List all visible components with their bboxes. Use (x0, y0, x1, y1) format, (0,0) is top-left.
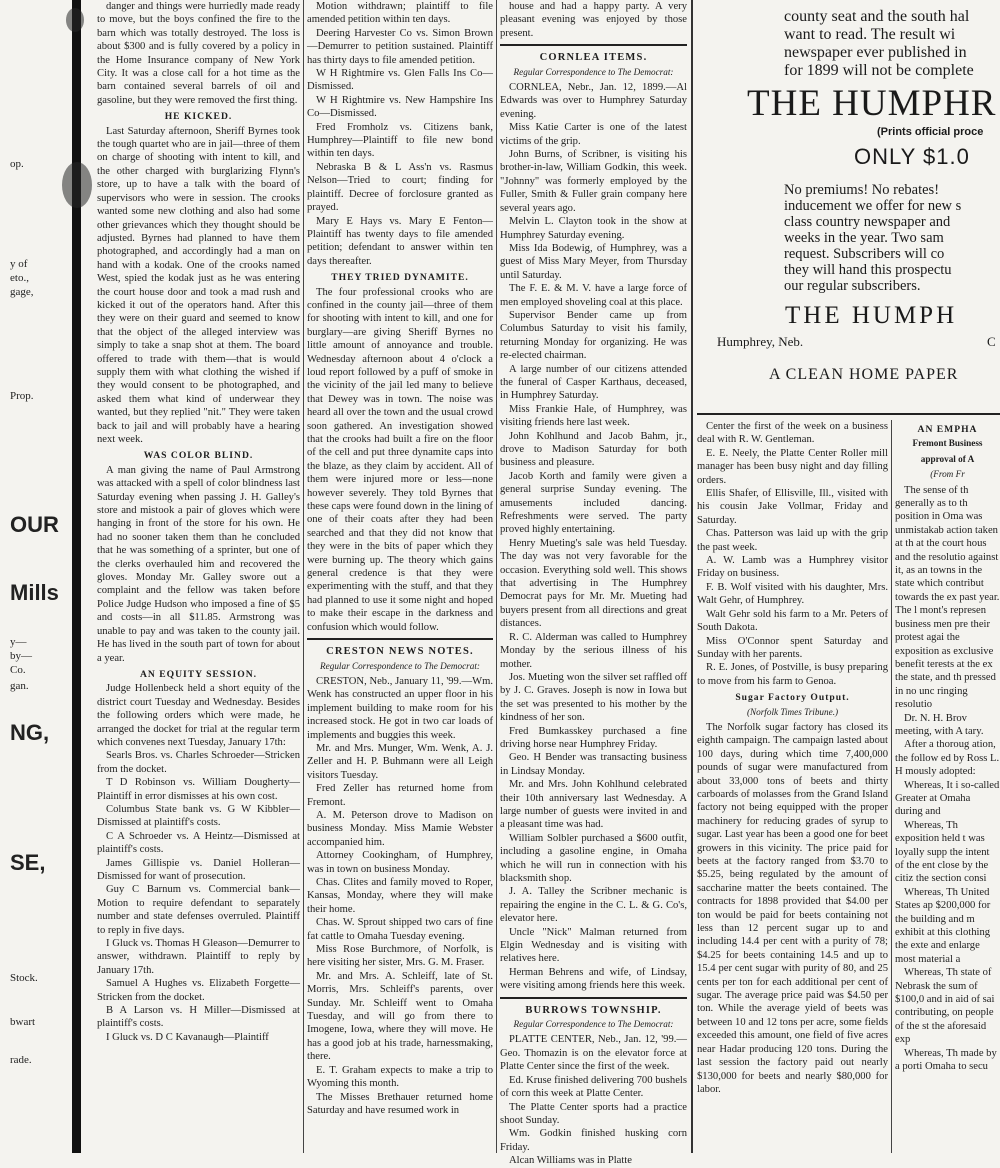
source-credit: (From Fr (930, 469, 965, 480)
headline-color-blind: WAS COLOR BLIND. (143, 450, 254, 462)
article-tried-dynamite: The four professional crooks who are confined in the county jail—three of them for shooting with intent to kill, and one for burglary—are giving Sheriff Byrnes no little amount of annoyance and trouble. Wednesday afternoon about 4 o'clock a loud report followed by a puff of smoke in the vicinity of the jail led many to believe that Dewey was in town. The noise was heard all over the town and the usual crowd soon gathered. An investigation showed that the crooks had built a fire on the floor of the cell and put three dynamite caps into the blaze, as they claim by accident. All of them were injured more or less—none however severely. They told Byrnes that these caps were found down in the lining of one of their coats after they had been searched and that they did not know that they were in the bits of paper which they were burning up. The theory which gains general credence is that they were experimenting with the stuff, and that they had planned to use it some night and hoped to make their escape in the darkness and confusion which would follow. (307, 286, 493, 633)
source-credit: (Norfolk Times Tribune.) (746, 706, 839, 717)
news-item: William Solbler purchased a $600 outfit, including a gasoline engine, in Omaha which he will run in connection with his blacksmith shop. (500, 832, 687, 884)
subhead: approval of A (920, 453, 975, 464)
news-item: The Platte Center sports had a practice shoot Sunday. (500, 1101, 687, 1126)
docket-item: Mary E Hays vs. Mary E Fenton—Plaintiff has twenty days to file amended petition; defendant to answer within ten days thereafter. (307, 215, 493, 267)
news-item: Attorney Cookingham, of Humphrey, was in town on business Monday. (307, 850, 493, 875)
news-item: Ellis Shafer, of Ellisville, Ill., visited with his cousin Jake Vollmar, Friday and Saturday. (697, 488, 888, 526)
news-item: Miss Rose Burchmore, of Norfolk, is here visiting her sister, Mrs. G. M. Fraser. (307, 944, 493, 969)
news-item: CORNLEA, Nebr., Jan. 12, 1899.—Al Edwards was over to Humphrey Saturday evening. (500, 82, 687, 120)
docket-item: Nebraska B & L Ass'n vs. Rasmus Nelson—Tried to court; finding for plaintiff. Decree of forclosure granted as prayed. (307, 161, 493, 214)
news-item: Supervisor Bender came up from Columbus Saturday to visit his family, returning Monday for organizing. He was re-elected chairman. (500, 309, 687, 362)
news-item: R. C. Alderman was called to Humphrey Monday by the serious illness of his mother. (500, 631, 687, 670)
news-item: house and had a happy party. A very pleasant evening was enjoyed by those present. (500, 1, 687, 39)
edge-fragment: Mills (10, 580, 59, 605)
news-item: Mr. and Mrs. Munger, Wm. Wenk, A. J. Zeller and H. P. Buhmann were all Leigh visitors Tuesday. (307, 742, 493, 781)
ad-bottom-rule (697, 413, 1000, 415)
column-divider (496, 0, 497, 1153)
section-rule (500, 44, 687, 46)
docket-item: Searls Bros. vs. Charles Schroeder—Stricken from the docket. (97, 750, 300, 775)
news-item: Miss O'Connor spent Saturday and Sunday with her parents. (697, 635, 888, 660)
headline-sugar-factory: Sugar Factory Output. (735, 692, 850, 704)
news-item: John Burns, of Scribner, is visiting his brother-in-law, William Godkin, this week. "Johnny" was formerly employed by the Fuller, Smith & Fuller grain company here several years ago. (500, 149, 687, 214)
ad-text-line: for 1899 will not be complete (784, 62, 974, 79)
edge-fragment: by— (10, 650, 32, 662)
docket-item: Guy C Barnum vs. Commercial bank—Motion to require defendant to separately number and state defenses overruled. Plaintiff to reply in five days. (97, 884, 300, 936)
news-item: PLATTE CENTER, Neb., Jan. 12, '99.—Geo. Thomazin is on the elevator force at Platte Center since the first of the week. (500, 1034, 687, 1073)
ad-text-line: our regular subscribers. (784, 278, 921, 294)
docket-item: Fred Fromholz vs. Citizens bank, Humphrey—Plaintiff to file new bond within ten days. (307, 121, 493, 160)
edge-fragment: gage, (10, 286, 34, 298)
docket-item: Columbus State bank vs. G W Kibbler—Dismissed at plaintiff's costs. (97, 803, 300, 829)
headline-creston-news: CRESTON NEWS NOTES. (326, 646, 474, 658)
edge-fragment: Stock. (10, 972, 38, 984)
ad-prints-official: (Prints official proce (877, 126, 984, 138)
resolution-item: Whereas, Th exposition held t was loyally supp the intent of the ent close by the citiz the section consi (895, 819, 990, 885)
news-item: Mr. and Mrs. A. Schleiff, late of St. Morris, Mrs. Schleiff's parents, over Sunday. Mr. Schleiff went to Omaha Tuesday, and will go from there to Imogene, Iowa, where they will move. He has a good job at his trade, harnessmaking, there. (307, 970, 493, 1063)
news-item: Ed. Kruse finished delivering 700 bushels of corn this week at Platte Center. (500, 1074, 687, 1100)
news-item: Walt Gehr sold his farm to a Mr. Peters of South Dakota. (697, 608, 888, 634)
news-item: Chas. Clites and family moved to Roper, Kansas, Monday, where they will make their home. (307, 877, 493, 915)
column-divider (303, 0, 304, 1153)
resolution-item: Whereas, Th state of Nebrask the sum of $100,0 and in aid of sai contributing, on people of the st the aforesaid exp (895, 967, 995, 1046)
docket-item: James Gillispie vs. Daniel Holleran—Dismissed for want of prosecution. (97, 857, 300, 882)
ad-text-line: they will hand this prospectu (784, 262, 952, 278)
news-item: The F. E. & M. V. have a large force of men employed shoveling coal at this place. (500, 283, 687, 308)
subscription-advertisement (697, 0, 1000, 413)
news-item: A. M. Peterson drove to Madison on business Monday. Miss Mamie Webster accompanied him. (307, 809, 493, 848)
edge-fragment: op. (10, 158, 24, 170)
edge-fragment: gan. (10, 680, 29, 692)
news-item: E. T. Graham expects to make a trip to Wyoming this month. (307, 1064, 493, 1090)
news-item: Miss Katie Carter is one of the latest victims of the grip. (500, 122, 687, 147)
article-color-blind: A man giving the name of Paul Armstrong was attacked with a spell of color blindness last Saturday evening when passing J. H. Galley's store and mistook a pair of gloves which were hanging in front of the store for his own. He had no sooner taken them than he concluded that he was something of a sprinter, but one of the clerks overhauled him and recovered the gloves. Monday Mr. Galley swore out a complaint and the fellow was taken before Police Judge Hudson who imposed a fine of $5 and costs—in all $11.85. Armstrong was unable to pay and was taken to the county jail. He has lived in the south part of town for about a year. (97, 464, 300, 664)
article-sugar-factory: The Norfolk sugar factory has closed its eighth campaign. The campaign lasted about 100 days, during which time 7,400,000 pounds of sugar were manufactured from about 33,000 tons of beets and thirty carboards of molasses from the Grand Island factory not being equipped with the proper machinery for reducing grades of syrup to sugar. Last year has been a good one for beet growers in this vicinity. The price paid for beets at the factory ranged from $3.70 to $5.25, being regulated by the amount of saccharine matter the beets contained. The contracts for 1898 provided that $4.00 per ton would be paid for beets containing not less than 12 percent sugar up to and including 14.4 per cent with a purity of 78; $4.25 for beets containing 14.5 and up to 15.4 per cent sugar with purity of 80, and 25 cents per ton for each additional per cent of sugar. The average price paid was $4.50 per ton. While the average yield of beets was between 10 and 12 tons per acre, some fields exceeded this amount, one field of five acres near Hadar producing 120 tons. During the last session the factory paid out nearly $130,000 for beets and nearly $80,000 for labor. (697, 721, 888, 1095)
article-he-kicked: Last Saturday afternoon, Sheriff Byrnes took the tough quartet who are in jail—three of them on charge of shooting with intent to kill, and the other charged with burglarizing Flynn's store, up to have a talk with the board of supervisors who were in session. The crooks wanted some new clothing and also had some other grievances which they thought should be adjusted. Byrnes had planned to have them photographed, and accordingly had a man on hand with a kodak. One of the crooks named West, spied the kodak just as he was entering the court house door and took a mad rush and kicked it out of the operators hand. After this they were on their guard and seemed to know that the object of the alleged interview was simply to take a snap shot at them. The board offered to trade with them—that is would supply them with what clothing the wished if they would consent to be photographed, and asked them what kind of underwear they wanted, but they replied "nit." They were taken back to jail and will probably have a hearing next week. (97, 125, 300, 445)
news-item: E. E. Neely, the Platte Center Roller mill manager has been busy night and day filling orders. (697, 447, 888, 486)
news-item: R. E. Jones, of Postville, is busy preparing to move from his farm to Genoa. (697, 662, 888, 687)
news-item: Henry Mueting's sale was held Tuesday. The day was not very favorable for the occasion. Everything sold well. This shows that advertising in The Humphrey Democrat pays for Mr. Mr. Mueting had buyers present from all directions and great distances. (500, 537, 687, 630)
column-divider (891, 420, 892, 1153)
news-item: Geo. H Bender was transacting business in Lindsay Monday. (500, 752, 687, 777)
news-item: Wm. Godkin finished husking corn Friday. (500, 1128, 687, 1153)
column-3 (500, 0, 687, 1167)
headline-burrows-township: BURROWS TOWNSHIP. (525, 1004, 662, 1016)
subhead: Fremont Business (912, 438, 983, 449)
docket-item: I Gluck vs. D C Kavanaugh—Plaintiff (106, 1031, 269, 1043)
news-item: J. A. Talley the Scribner mechanic is repairing the engine in the C. L. & G. Co's, elevator here. (500, 886, 687, 925)
resolution-item: Whereas, It i so-called Greater at Omaha during and (895, 779, 1000, 818)
ad-slogan: A CLEAN HOME PAPER (769, 366, 959, 383)
ad-text-line: request. Subscribers will co (784, 246, 945, 262)
docket-item: Samuel A Hughes vs. Elizabeth Forgette—Stricken from the docket. (97, 978, 300, 1003)
column-2 (307, 0, 493, 1153)
correspondence-credit: Regular Correspondence to The Democrat: (513, 1019, 674, 1030)
edge-fragment: y of (10, 258, 28, 270)
news-item: Mr. and Mrs. John Kohlhund celebrated their 10th anniversary last Wednesday. A large number of guests were invited in and a pleasant time was had. (500, 779, 687, 831)
article-equity-intro: Judge Hollenbeck held a short equity of the district court Tuesday and Wednesday. Besides the following orders which were made, he arranged the docket for trial at the regular term which convenes next Tuesday, January 17th: (97, 683, 300, 748)
news-item: Melvin L. Clayton took in the show at Humphrey Saturday evening. (500, 216, 687, 241)
news-item: A. W. Lamb was a Humphrey visitor Friday on business. (697, 555, 888, 580)
edge-fragment: bwart (10, 1016, 36, 1028)
news-item: Alcan Williams was in Platte (509, 1155, 632, 1167)
news-item: CRESTON, Neb., January 11, '99.—Wm. Wenk has constructed an upper floor in his implement building to make room for his increased stock. He got in two car loads of implements and buggies this week. (307, 675, 493, 741)
docket-item: T D Robinson vs. William Dougherty—Plaintiff in error dismisses at his own cost. (97, 777, 300, 802)
headline-he-kicked: HE KICKED. (164, 111, 233, 123)
headline-an-emphatic: AN EMPHA (917, 424, 978, 435)
edge-fragment: SE, (10, 850, 46, 875)
edge-fragment: NG, (10, 720, 50, 745)
ad-town-tail: C (987, 334, 996, 349)
docket-item: B A Larson vs. H Miller—Dismissed at plaintiff's costs. (97, 1005, 300, 1030)
news-item: Herman Behrens and wife, of Lindsay, were visiting among friends here this week. (500, 966, 687, 992)
news-item: Fred Bumkasskey purchased a fine driving horse near Humphrey Friday. (500, 725, 687, 750)
edge-fragment: eto., (10, 272, 29, 284)
article-fire-end: danger and things were hurriedly made ready to move, but the boys confined the fire to the barn which was totally destroyed. The loss is about $300 and is fully covered by a policy in the Home Insurance company of New York City. It was a close call for a hot time as the barn contained several barrels of oil and gasoline, but they were removed the first thing. (97, 1, 300, 106)
docket-item: C A Schroeder vs. A Heintz—Dismissed at plaintiff's costs. (97, 830, 300, 856)
news-item: Uncle "Nick" Malman returned from Elgin Wednesday and is visiting with relatives here. (500, 926, 687, 965)
ad-newspaper-name: THE HUMPHR (747, 83, 997, 124)
docket-item: Motion withdrawn; plaintiff to file amended petition within ten days. (307, 1, 493, 26)
docket-item: W H Rightmire vs. Glen Falls Ins Co—Dismissed. (307, 68, 493, 93)
article-exposition: After a thoroug ation, the follow ed by Ross L. H mously adopted: (895, 739, 1000, 778)
headline-tried-dynamite: THEY TRIED DYNAMITE. (331, 272, 469, 284)
news-item: Chas. W. Sprout shipped two cars of fine fat cattle to Omaha Tuesday evening. (307, 917, 493, 942)
news-item: The Misses Brethauer returned home Saturday and have resumed work in (307, 1091, 493, 1116)
edge-fragment: rade. (10, 1054, 32, 1066)
section-rule (307, 638, 493, 640)
news-item: John Kohlhund and Jacob Bahm, jr., drove to Madison Saturday for both business and pleasure. (500, 430, 687, 469)
docket-item: Deering Harvester Co vs. Simon Brown—Demurrer to petition sustained. Plaintiff has thirty days to file amended petition. (307, 27, 493, 66)
section-rule (500, 997, 687, 999)
ad-text-line: inducement we offer for new s (784, 198, 962, 214)
article-exposition: Dr. N. H. Brov meeting, with A tary. (895, 712, 984, 737)
headline-equity-session: AN EQUITY SESSION. (139, 668, 258, 680)
news-item: A large number of our citizens attended the funeral of Casper Karthaus, deceased, in Humphrey Saturday. (500, 363, 687, 402)
ad-text-line: No premiums! No rebates! (784, 182, 940, 198)
edge-fragment: OUR (10, 512, 59, 537)
resolution-item: Whereas, Th United States ap $200,000 for the building and m exhibit at this clothing the exte and enlarge most material a (895, 886, 991, 965)
ad-text-line: class country newspaper and (784, 214, 951, 230)
ad-newspaper-name-small: THE HUMPH (785, 302, 958, 329)
article-exposition: The sense of th generally as to th position in Oma was unmistakab action taken at th at the court hous and the resolutio against it, as an towns in the state which contribut towards the ex past year. The l mont's represen business men pre their protest agai the exposition as exclusive benefit terests at the ex the state, and th pressed in no unc ringing resolutio (895, 484, 1000, 711)
news-item: F. B. Wolf visited with his daughter, Mrs. Walt Gehr, of Humphrey. (697, 581, 888, 607)
column-divider (691, 0, 693, 1153)
ad-town: Humphrey, Neb. (717, 334, 804, 349)
column-1 (97, 0, 300, 1153)
news-item: Jacob Korth and family were given a general surprise Sunday evening. The amusements included dancing. Refreshments were served. The party proved highly entertaining. (500, 470, 687, 536)
docket-item: I Gluck vs. Thomas H Gleason—Demurrer to answer, withdrawn. Plaintiff to reply by January 17th. (97, 938, 300, 976)
docket-item: W H Rightmire vs. New Hampshire Ins Co—Dismissed. (307, 94, 493, 120)
ink-blot (62, 162, 92, 208)
news-item: Miss Ida Bodewig, of Humphrey, was a guest of Miss Mary Meyer, from Thursday until Saturday. (500, 242, 687, 281)
ad-text-line: newspaper ever published in (784, 44, 967, 61)
ad-text-line: want to read. The result wi (784, 26, 956, 43)
correspondence-credit: Regular Correspondence to The Democrat: (320, 660, 480, 671)
edge-fragment: y— (10, 636, 27, 648)
headline-cornlea-items: CORNLEA ITEMS. (539, 52, 648, 64)
correspondence-credit: Regular Correspondence to The Democrat: (513, 66, 674, 77)
edge-fragment: Prop. (10, 390, 34, 402)
news-item: Miss Frankie Hale, of Humphrey, was visiting friends here last week. (500, 403, 687, 429)
news-item: Fred Zeller has returned home from Fremont. (307, 783, 493, 808)
ad-text-line: weeks in the year. Two sam (784, 230, 944, 246)
news-item: Jos. Mueting won the silver set raffled off by J. C. Graves. Joseph is now in Iowa but the set was presented to his mother by the kindness of her son. (500, 671, 687, 724)
resolution-item: Whereas, Th made by a porti Omaha to secu (895, 1047, 997, 1073)
column-5 (895, 420, 1000, 1153)
column-4 (697, 420, 888, 1153)
news-item: Chas. Patterson was laid up with the grip the past week. (697, 528, 888, 553)
ad-price: ONLY $1.0 (854, 144, 970, 169)
ad-text-line: county seat and the south hal (784, 8, 970, 25)
ink-blot-small (66, 8, 84, 32)
edge-fragment: Co. (10, 664, 26, 676)
news-item: Center the first of the week on a business deal with R. W. Gentleman. (697, 421, 888, 446)
